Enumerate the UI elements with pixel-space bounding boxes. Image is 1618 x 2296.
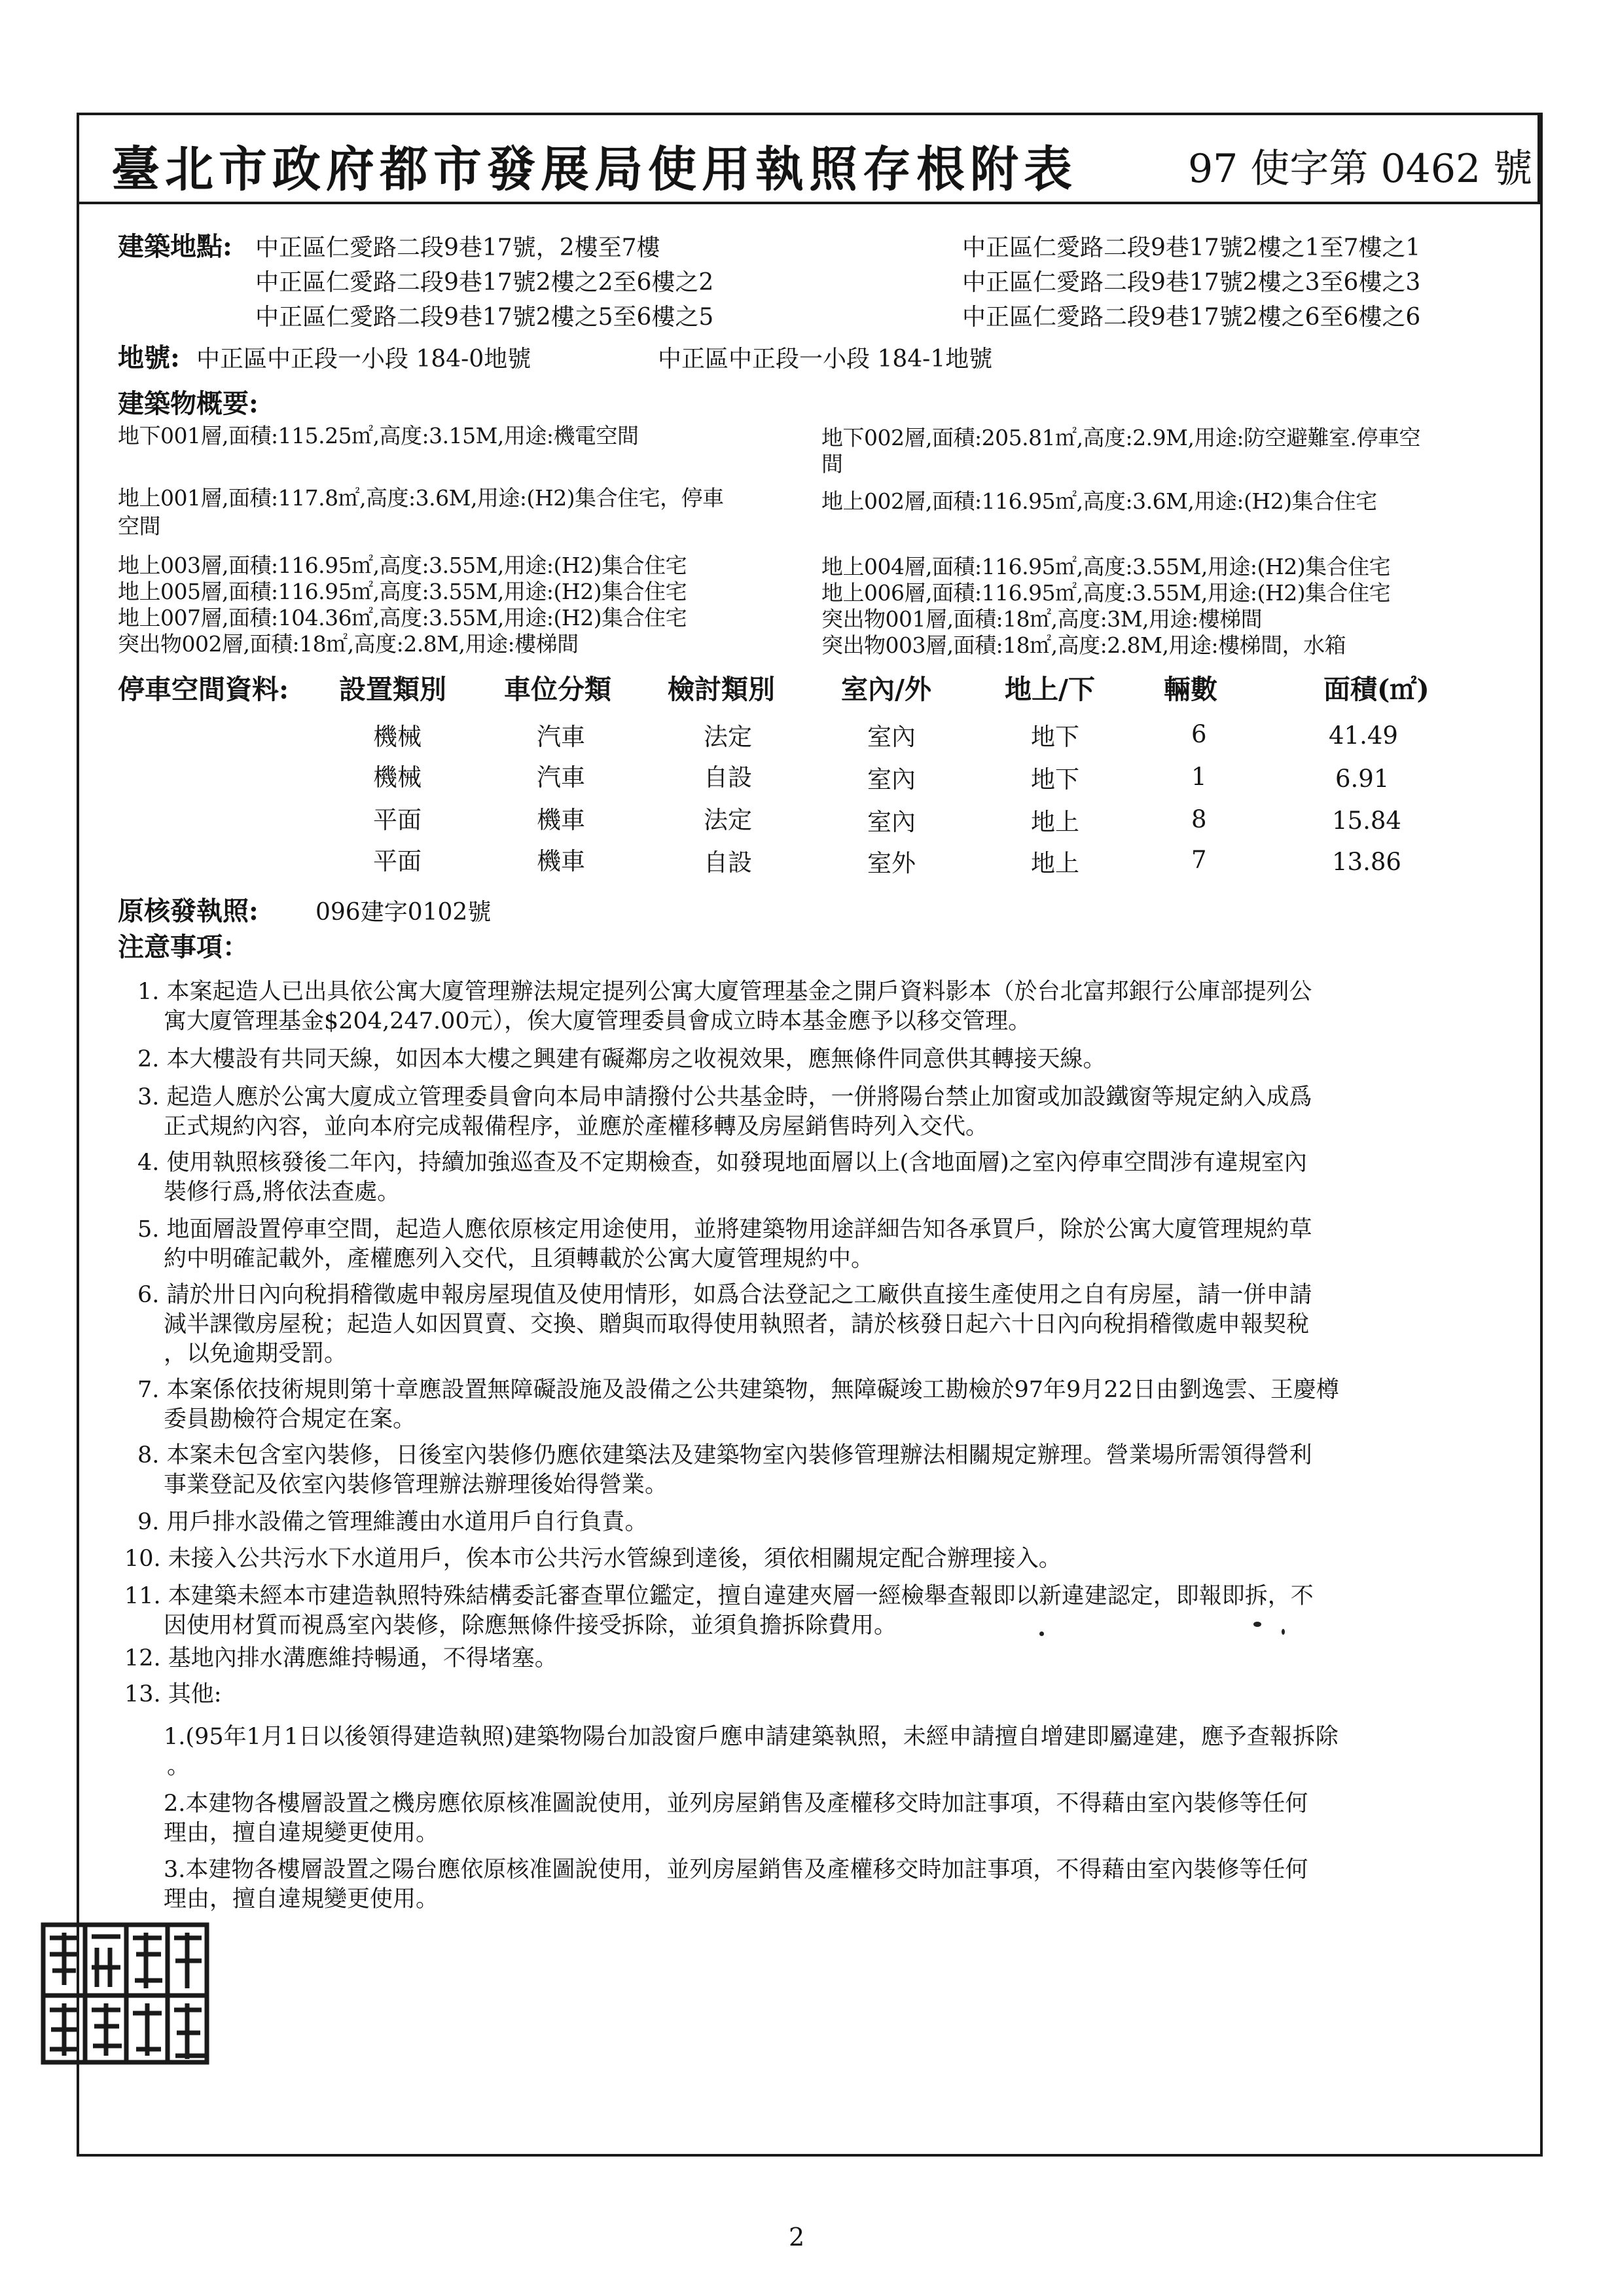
floor-b1: 地下001層,面積:115.25㎡,高度:3.15M,用途:機電空間 [118, 423, 639, 448]
lot-label: 地號: [118, 342, 180, 373]
cell: 法定 [704, 806, 752, 834]
cell: 機車 [537, 806, 585, 834]
cell: 平面 [373, 847, 422, 875]
cell: 室內 [867, 765, 916, 793]
floor-4: 地上004層,面積:116.95㎡,高度:3.55M,用途:(H2)集合住宅 [821, 554, 1391, 579]
location-right-3: 中正區仁愛路二段9巷17號2樓之6至6樓之6 [962, 304, 1421, 331]
cell: 機車 [537, 847, 585, 875]
cell: 室外 [867, 849, 916, 877]
note-2: 2. 本大樓設有共同天線，如因本大樓之興建有礙鄰房之收視效果，應無條件同意供其轉接天線。 [137, 1046, 1106, 1072]
parking-header-level: 地上/下 [1005, 674, 1095, 705]
note-13: 13. 其他: [124, 1681, 222, 1707]
cell: 8 [1191, 805, 1207, 833]
floor-6: 地上006層,面積:116.95㎡,高度:3.55M,用途:(H2)集合住宅 [821, 580, 1391, 606]
note-9: 9. 用戶排水設備之管理維護由水道用戶自行負責。 [137, 1509, 648, 1535]
floor-3: 地上003層,面積:116.95㎡,高度:3.55M,用途:(H2)集合住宅 [118, 553, 687, 578]
note-3: 3. 起造人應於公寓大廈成立管理委員會向本局申請撥付公共基金時，一併將陽台禁止加窗或加設鐵窗等規定納入成爲 [137, 1084, 1312, 1110]
floor-b2-cont: 間 [821, 451, 843, 477]
original-permit-value: 096建字0102號 [315, 899, 492, 926]
location-left-3: 中正區仁愛路二段9巷17號2樓之5至6樓之5 [255, 304, 714, 331]
cell: 汽車 [537, 763, 585, 792]
note-6-cont-1: 減半課徵房屋稅；起造人如因買賣、交換、贈與而取得使用執照者，請於核發日起六十日內向稅捐稽徵處申報契稅 [164, 1311, 1310, 1338]
scan-speck [1282, 1629, 1285, 1635]
lot-value-2: 中正區中正段一小段 184-1地號 [658, 346, 993, 373]
cell: 汽車 [537, 723, 585, 751]
floor-1-cont: 空間 [118, 513, 160, 539]
note-7-cont: 委員勘檢符合規定在案。 [164, 1406, 416, 1432]
parking-header-count: 輛數 [1164, 674, 1217, 705]
cell: 地上 [1031, 849, 1079, 877]
cell: 法定 [704, 723, 752, 751]
scan-speck [1039, 1631, 1044, 1636]
roof-1: 突出物001層,面積:18㎡,高度:3M,用途:樓梯間 [821, 606, 1263, 632]
floor-b2: 地下002層,面積:205.81㎡,高度:2.9M,用途:防空避難室.停車空 [821, 425, 1421, 450]
note-13-item-1: 1.(95年1月1日以後領得建造執照)建築物陽台加設窗戶應申請建築執照，未經申請擅自增建即屬違建，應予查報拆除 [164, 1724, 1339, 1750]
note-6-cont-2: ，以免逾期受罰。 [164, 1341, 348, 1367]
parking-header-inout: 室內/外 [841, 674, 931, 705]
note-1-cont: 寓大廈管理基金$204,247.00元），俟大廈管理委員會成立時本基金應予以移交管理。 [164, 1008, 1032, 1034]
parking-header-vehicle: 車位分類 [504, 674, 611, 705]
note-13-item-3-cont: 理由，擅自違規變更使用。 [164, 1886, 439, 1912]
cell: 室內 [867, 808, 916, 836]
cell: 地下 [1031, 765, 1079, 793]
note-8: 8. 本案未包含室內裝修，日後室內裝修仍應依建築法及建築物室內裝修管理辦法相關規定辦理。營業場所需領得營利 [137, 1442, 1312, 1468]
cell: 平面 [373, 806, 422, 834]
note-13-item-2-cont: 理由，擅自違規變更使用。 [164, 1820, 439, 1846]
cell: 7 [1191, 846, 1207, 874]
roof-2: 突出物002層,面積:18㎡,高度:2.8M,用途:樓梯間 [118, 631, 579, 657]
note-5-cont: 約中明確記載外，產權應列入交代，且須轉載於公寓大廈管理規約中。 [164, 1246, 874, 1272]
floor-7: 地上007層,面積:104.36㎡,高度:3.55M,用途:(H2)集合住宅 [118, 605, 687, 630]
cell: 15.84 [1332, 807, 1401, 835]
roof-3: 突出物003層,面積:18㎡,高度:2.8M,用途:樓梯間，水箱 [821, 632, 1346, 658]
location-label: 建築地點: [118, 231, 232, 262]
original-permit-label: 原核發執照: [118, 896, 259, 926]
note-13-item-1-cont: 。 [167, 1753, 190, 1779]
floor-1: 地上001層,面積:117.8㎡,高度:3.6M,用途:(H2)集合住宅，停車 [118, 485, 724, 511]
cell: 室內 [867, 723, 916, 751]
cell: 自設 [704, 848, 752, 877]
note-12: 12. 基地內排水溝應維持暢通，不得堵塞。 [124, 1645, 558, 1671]
cell: 6 [1191, 720, 1207, 748]
scan-speck [1253, 1622, 1261, 1627]
note-13-item-2: 2.本建物各樓層設置之機房應依原核准圖說使用，並列房屋銷售及產權移交時加註事項，不得藉由室內裝修等任何 [164, 1791, 1308, 1817]
permit-number: 97 使字第 0462 號 [1188, 146, 1533, 192]
location-left-2: 中正區仁愛路二段9巷17號2樓之2至6樓之2 [255, 269, 714, 296]
note-13-item-3: 3.本建物各樓層設置之陽台應依原核准圖說使用，並列房屋銷售及產權移交時加註事項，不得藉由室內裝修等任何 [164, 1857, 1308, 1883]
note-3-cont: 正式規約內容，並向本府完成報備程序，並應於產權移轉及房屋銷售時列入交代。 [164, 1114, 989, 1140]
official-seal-icon [38, 1918, 215, 2075]
location-left-1: 中正區仁愛路二段9巷17號，2樓至7樓 [255, 234, 660, 261]
page-title: 臺北市政府都市發展局使用執照存根附表 [111, 141, 1077, 198]
parking-header-type: 設置類別 [339, 674, 446, 705]
parking-label: 停車空間資料: [118, 674, 289, 705]
page-number: 2 [789, 2223, 805, 2251]
note-7: 7. 本案係依技術規則第十章應設置無障礙設施及設備之公共建築物，無障礙竣工勘檢於97年9月22日由劉逸雲、王慶樽 [137, 1377, 1339, 1403]
cell: 機械 [373, 763, 422, 792]
note-1: 1. 本案起造人已出具依公寓大廈管理辦法規定提列公寓大廈管理基金之開戶資料影本（於台北富邦銀行公庫部提列公 [137, 979, 1312, 1005]
note-11-cont: 因使用材質而視爲室內裝修，除應無條件接受拆除，並須負擔拆除費用。 [164, 1613, 897, 1639]
cell: 1 [1191, 763, 1207, 791]
cell: 13.86 [1332, 848, 1401, 876]
floor-2: 地上002層,面積:116.95㎡,高度:3.6M,用途:(H2)集合住宅 [821, 488, 1377, 514]
cell: 自設 [704, 763, 752, 792]
note-4-cont: 裝修行爲,將依法查處。 [164, 1179, 401, 1205]
parking-header-area: 面積(㎡) [1323, 674, 1429, 705]
cell: 地下 [1031, 723, 1079, 751]
location-right-2: 中正區仁愛路二段9巷17號2樓之3至6樓之3 [962, 269, 1421, 296]
note-8-cont: 事業登記及依室內裝修管理辦法辦理後始得營業。 [164, 1472, 668, 1498]
note-5: 5. 地面層設置停車空間，起造人應依原核定用途使用，並將建築物用途詳細告知各承買戶，除於公寓大廈管理規約草 [137, 1216, 1312, 1243]
cell: 機械 [373, 723, 422, 751]
building-label: 建築物概要: [118, 388, 259, 419]
cell: 地上 [1031, 808, 1079, 836]
note-10: 10. 未接入公共污水下水道用戶，俟本市公共污水管線到達後，須依相關規定配合辦理接入。 [124, 1546, 1062, 1572]
location-right-1: 中正區仁愛路二段9巷17號2樓之1至7樓之1 [962, 234, 1421, 261]
note-6: 6. 請於卅日內向稅捐稽徵處申報房屋現值及使用情形，如爲合法登記之工廠供直接生產使用之自有房屋，請一併申請 [137, 1282, 1312, 1308]
floor-5: 地上005層,面積:116.95㎡,高度:3.55M,用途:(H2)集合住宅 [118, 579, 687, 604]
notes-label: 注意事項： [118, 932, 249, 962]
cell: 41.49 [1329, 721, 1398, 750]
note-4: 4. 使用執照核發後二年內，持續加強巡查及不定期檢查，如發現地面層以上(含地面層)之室內停車空間涉有違規室內 [137, 1150, 1307, 1176]
cell: 6.91 [1335, 765, 1390, 793]
lot-value-1: 中正區中正段一小段 184-0地號 [196, 346, 531, 373]
note-11: 11. 本建築未經本市建造執照特殊結構委託審查單位鑑定，擅自違建夾層一經檢舉查報即以新違建認定，即報即拆，不 [124, 1583, 1314, 1609]
parking-header-review: 檢討類別 [668, 674, 775, 705]
